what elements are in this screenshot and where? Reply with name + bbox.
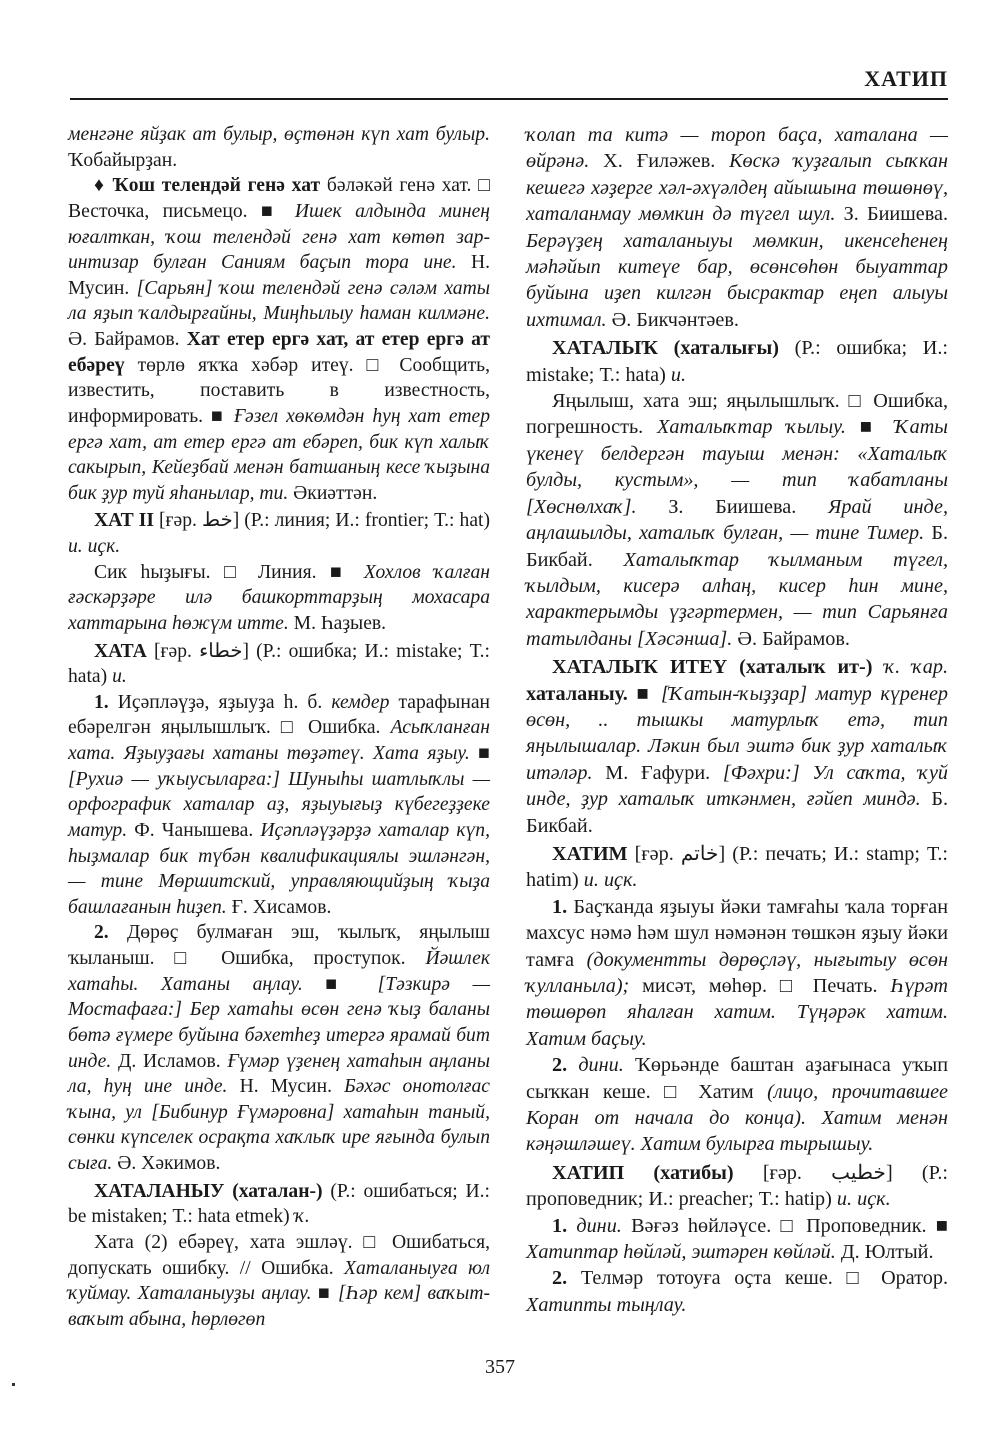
- italic-text: дини.: [576, 1214, 632, 1237]
- plain-text: Дөрөҫ булмаған эш, ҡылыҡ, яңылыш ҡыланыш. □ Ошибка, проступок.: [68, 922, 490, 969]
- italic-text: Һүрәт төшөрөп яһалған хатим. Түңәрәк хатим. Хатим баҫыу.: [526, 975, 948, 1050]
- plain-text: Ҡобайырҙан.: [68, 149, 178, 171]
- italic-text: менгәне яйҙак ат булыр, өҫтөнән күп хат булыр.: [68, 124, 490, 145]
- plain-text: З. Биишева.: [843, 203, 948, 226]
- dictionary-paragraph: [526, 1213, 948, 1266]
- dictionary-paragraph: [526, 894, 948, 1052]
- dictionary-paragraph: [526, 388, 948, 652]
- plain-text: [ғәр. خطيب] (Р.: проповедник; И.: preacher; Т.: hatip): [526, 1161, 949, 1211]
- italic-text: (документты дөрөҫләү, нығытыу өсөн ҡулланыла);: [526, 948, 948, 997]
- plain-text: (Р.: ошибка; И.: mistake; Т.: hata): [526, 337, 948, 386]
- dictionary-paragraph: [68, 1230, 490, 1333]
- dictionary-entry-head: [526, 841, 948, 894]
- dictionary-paragraph: [68, 173, 490, 506]
- plain-text: Ғ. Хисамов.: [231, 896, 332, 918]
- plain-text: Вәғәз һөйләүсе. □ Проповедник. ■: [631, 1214, 948, 1237]
- left-column: [68, 122, 490, 1332]
- dictionary-entry-head: [526, 654, 948, 839]
- plain-text: ■: [859, 416, 895, 439]
- plain-text: төрлө яҡҡа хәбәр итеү. □ Сообщить, известить, поставить в известность, информировать. ■: [68, 354, 490, 427]
- plain-text: тарафынан ебәрелгән яңылышлыҡ. □ Ошибка.: [68, 691, 491, 739]
- italic-text: ҡ.: [294, 1206, 310, 1228]
- plain-text: бәләкәй генә хат. □ Весточка, письмецо. ■: [68, 175, 490, 222]
- plain-text: М. Ғафури.: [605, 761, 723, 784]
- bold-text: 1.: [552, 895, 574, 918]
- dictionary-entry-head: [68, 508, 490, 559]
- plain-text: [ғәр. خاتم] (Р.: печать; И.: stamp; Т.: hatim): [526, 842, 949, 892]
- italic-text: Ғәзел хөкөмдән һуң хат етер ергә хат, ат етер ергә ат ебәреп, бик күп халыҡ сакырып, Кейеҙбай менән батшаның кесе ҡыҙына бик ҙур туй яһанылар, ти.: [68, 405, 490, 504]
- italic-text: Ҡаты үкенеү белдергән тауыш менән: «Хаталыҡ булды, кустым», — тип ҡабатланы [Хөснөлхаҡ].: [526, 416, 948, 518]
- italic-text: и. иҫк.: [583, 869, 638, 892]
- italic-text: Хатипты тыңлау.: [526, 1293, 687, 1316]
- dictionary-paragraph: [68, 560, 490, 637]
- plain-text: [ғәр. خطاء] (Р.: ошибка; И.: mistake; Т.: hata): [68, 640, 491, 688]
- running-head-title: ХАТИП: [864, 66, 948, 91]
- bold-text: ХАТАЛЫҠ (хаталығы): [552, 337, 795, 360]
- right-column: [526, 122, 948, 1318]
- bold-text: 2.: [94, 922, 127, 944]
- bold-text: 2.: [552, 1267, 581, 1290]
- italic-text: и.: [112, 666, 127, 688]
- bold-text: 1.: [94, 691, 118, 713]
- italic-text: Хаталыҡтар ҡылыу.: [657, 416, 860, 439]
- italic-text: Көскә ҡуҙғалып сыҡкан кешегә хәҙерге хәл-әхүәлдең айышына төшөнөү, хаталанмау мөмкин дә түгел шул.: [526, 150, 949, 226]
- italic-text: Хаталыҡтар ҡылманым түгел, ҡылдым, кисерә алһаң, кисер һин мине, характерымды үҙгәртермен, — тип Сарьянға татылданы [Хәсәнша].: [526, 548, 948, 650]
- italic-text: Йәшлек хатаһы. Хатаны аңлау.: [68, 948, 490, 995]
- italic-text: Берәүҙең хаталаныуы мөмкин, икенсеһенең мәһәйып китеүе бар, өсөнсөһөн быуаттар буйына иҙеп килгән бысрактар еңеп алыуы ихтимал.: [526, 229, 948, 331]
- plain-text: мисәт, мөһөр. □ Печать.: [642, 975, 891, 997]
- italic-text: Бәхәс онотолғас ҡына, ул [Бибинур Ғүмәровна] хатаһын таный, сөнки күпселек осрақта хаҡлыҡ ире яғында булып сыға.: [68, 1076, 491, 1174]
- plain-text: ■: [636, 682, 661, 705]
- bold-text: Хат етер ергә хат, ат етер ергә ат ебәреү: [68, 329, 490, 376]
- plain-text: Әкиәттән.: [293, 482, 378, 504]
- dictionary-entry-head: [68, 639, 490, 690]
- plain-text: Б. Бикбай.: [526, 788, 948, 837]
- italic-text: ҡ. ҡар.: [884, 656, 948, 679]
- plain-text: Ҡөрьәнде баштан аҙағынаса уҡып сыҡкан кеше. □ Хатим: [526, 1054, 949, 1103]
- italic-text: Асыҡланған хата. Яҙыуҙағы хатаны төҙәтеү. Хата яҙыу.: [68, 717, 490, 764]
- italic-text: [Рухиә — уҡыусыларға:] Шуныһы шатлыҡлы — орфографик хаталар аҙ, яҙыуығыҙ күбегеҙҙеке матур.: [68, 768, 490, 841]
- bold-text: ХАТАЛАНЫУ (хаталан-): [94, 1180, 331, 1202]
- plain-text: Ф. Чанышева.: [134, 819, 261, 841]
- plain-text: Иҫәпләүҙә, яҙыуҙа һ. б.: [117, 691, 332, 713]
- italic-text: [Һәр кем] ваҡыт-ваҡыт абына, һөрлөгөп: [68, 1283, 491, 1330]
- italic-text: (лицо, прочитавшее Коран от начала до конца). Хатим менән кәңәшләшеү. Хатим булырға тырышыу.: [526, 1080, 948, 1156]
- bold-text: ХАТА: [94, 640, 154, 662]
- plain-text: Н. Мусин.: [68, 252, 490, 299]
- dictionary-paragraph: [68, 122, 490, 173]
- plain-text: (Р.: ошибаться; И.: be mistaken; Т.: hata etmek): [68, 1180, 490, 1228]
- italic-text: [Сарьян] ҡош телендәй генә сәләм хаты ла яҙып ҡалдырғайны, Миңһылыу һаман килмәне.: [68, 277, 490, 325]
- italic-text: и. иҫк.: [68, 536, 121, 557]
- plain-text: Х. Ғиләжев.: [603, 150, 730, 173]
- plain-text: М. Һаҙыев.: [293, 612, 387, 634]
- bold-text: ХАТИП (хатибы): [552, 1161, 763, 1184]
- dictionary-paragraph: [68, 690, 490, 921]
- dictionary-paragraph: [526, 1052, 948, 1158]
- plain-text: ■: [478, 743, 490, 764]
- italic-text: [Тәзкирә — Мостафаға:] Бер хатаһы өсөн генә ҡыҙ баланы бөтә ғүмере буйына бәхетһеҙ итергә ярамай бит инде.: [68, 973, 490, 1072]
- italic-text: Ғүмәр үҙенең хатаһын аңланы ла, һуң ине инде.: [68, 1050, 490, 1098]
- italic-text: и.: [670, 363, 686, 386]
- plain-text: З. Биишева.: [668, 495, 829, 518]
- dictionary-paragraph: [526, 1265, 948, 1318]
- bold-text: ХАТАЛЫҠ ИТЕҮ (хаталыҡ ит-): [552, 656, 885, 679]
- italic-text: Хаталаныуға юл ҡуймау. Хаталаныуҙы аңлау.: [68, 1257, 490, 1305]
- italic-text: Хохлов ҡалған ғәскәрҙәре илә башкорттарҙың мохасара хаттарына һөжүм итте.: [68, 561, 490, 634]
- plain-text: Яңылыш, хата эш; яңылышлыҡ. □ Ошибка, погрешность.: [526, 390, 948, 439]
- plain-text: Ә. Байрамов.: [68, 329, 187, 350]
- italic-text: Хатиптар һөйләй, эштәрен көйләй.: [526, 1241, 841, 1264]
- plain-text: ■: [318, 1283, 338, 1305]
- italic-text: [Фәхри:] Ул саҡта, ҡуй инде, ҙур хаталыҡ иткәнмен, ғәйеп миндә.: [526, 761, 949, 811]
- italic-text: кемдер: [331, 691, 399, 713]
- dictionary-entry-head: [526, 1160, 948, 1213]
- plain-text: Сик һыҙығы. □ Линия. ■: [94, 561, 364, 583]
- dictionary-entry-head: [68, 1179, 490, 1230]
- italic-text: дини.: [578, 1054, 635, 1077]
- bold-text: хаталаныу.: [526, 682, 637, 705]
- bold-text: ХАТИМ: [552, 842, 635, 865]
- plain-text: Баҫҡанда яҙыуы йәки тамғаһы ҡала торған махсус нәмә һәм шул нәмәнән төшкән яҙыу йәки тамға: [526, 895, 948, 971]
- bold-text: ХАТ II: [94, 510, 159, 532]
- bold-text: ♦ Ҡош телендәй генә хат: [94, 175, 327, 197]
- page-number: 357: [485, 1356, 515, 1378]
- scan-speck: [12, 1383, 15, 1386]
- plain-text: [ғәр. خط] (Р.: линия; И.: frontier; Т.: hat): [158, 510, 490, 532]
- italic-text: [Ҡатын-ҡыҙҙар] матур күренер өсөн, .. тышкы матурлыҡ етә, тип яңылышалар. Ләкин был эштә бик ҙур хаталыҡ итәләр.: [526, 682, 949, 784]
- italic-text: Ишек алдында минең юғалткан, ҡош телендәй генә хат көтөп зар-интизар булған Саниям баҫып тора ине.: [68, 200, 490, 274]
- plain-text: Хата (2) ебәреү, хата эшләү. □ Ошибаться, допускать ошибку. // Ошибка.: [68, 1231, 490, 1279]
- plain-text: Телмәр тотоуға оҫта кеше. □ Оратор.: [580, 1267, 948, 1290]
- dictionary-paragraph: [526, 122, 948, 333]
- italic-text: и. иҫк.: [836, 1188, 891, 1211]
- plain-text: ■: [325, 973, 378, 995]
- plain-text: Ә. Хәкимов.: [117, 1153, 221, 1174]
- bold-text: 2.: [552, 1054, 579, 1077]
- bold-text: 1.: [552, 1214, 577, 1237]
- plain-text: Д. Исламов.: [117, 1050, 228, 1072]
- plain-text: Б. Бикбай.: [526, 522, 948, 571]
- plain-text: Ә. Байрамов.: [737, 627, 850, 650]
- dictionary-paragraph: [68, 920, 490, 1176]
- plain-text: Ә. Бикчәнтәев.: [611, 308, 739, 331]
- italic-text: ҡолап та китә — тороп баҫа, хаталана — өйрәнә.: [526, 124, 948, 173]
- italic-text: Иҫәпләүҙәрҙә хаталар күп, һыҙмалар бик түбән квалификациялы эшләнгән, — тине Мөршитский, управляющийҙың ҡыҙа башлағанын һиҙеп.: [68, 819, 490, 918]
- italic-text: Ярай инде, аңлашылды, хаталыҡ булған, — тине Тимер.: [526, 495, 949, 545]
- plain-text: Д. Юлтый.: [840, 1241, 934, 1264]
- plain-text: Н. Мусин.: [239, 1076, 345, 1098]
- dictionary-entry-head: [526, 335, 948, 388]
- running-header: [70, 58, 948, 100]
